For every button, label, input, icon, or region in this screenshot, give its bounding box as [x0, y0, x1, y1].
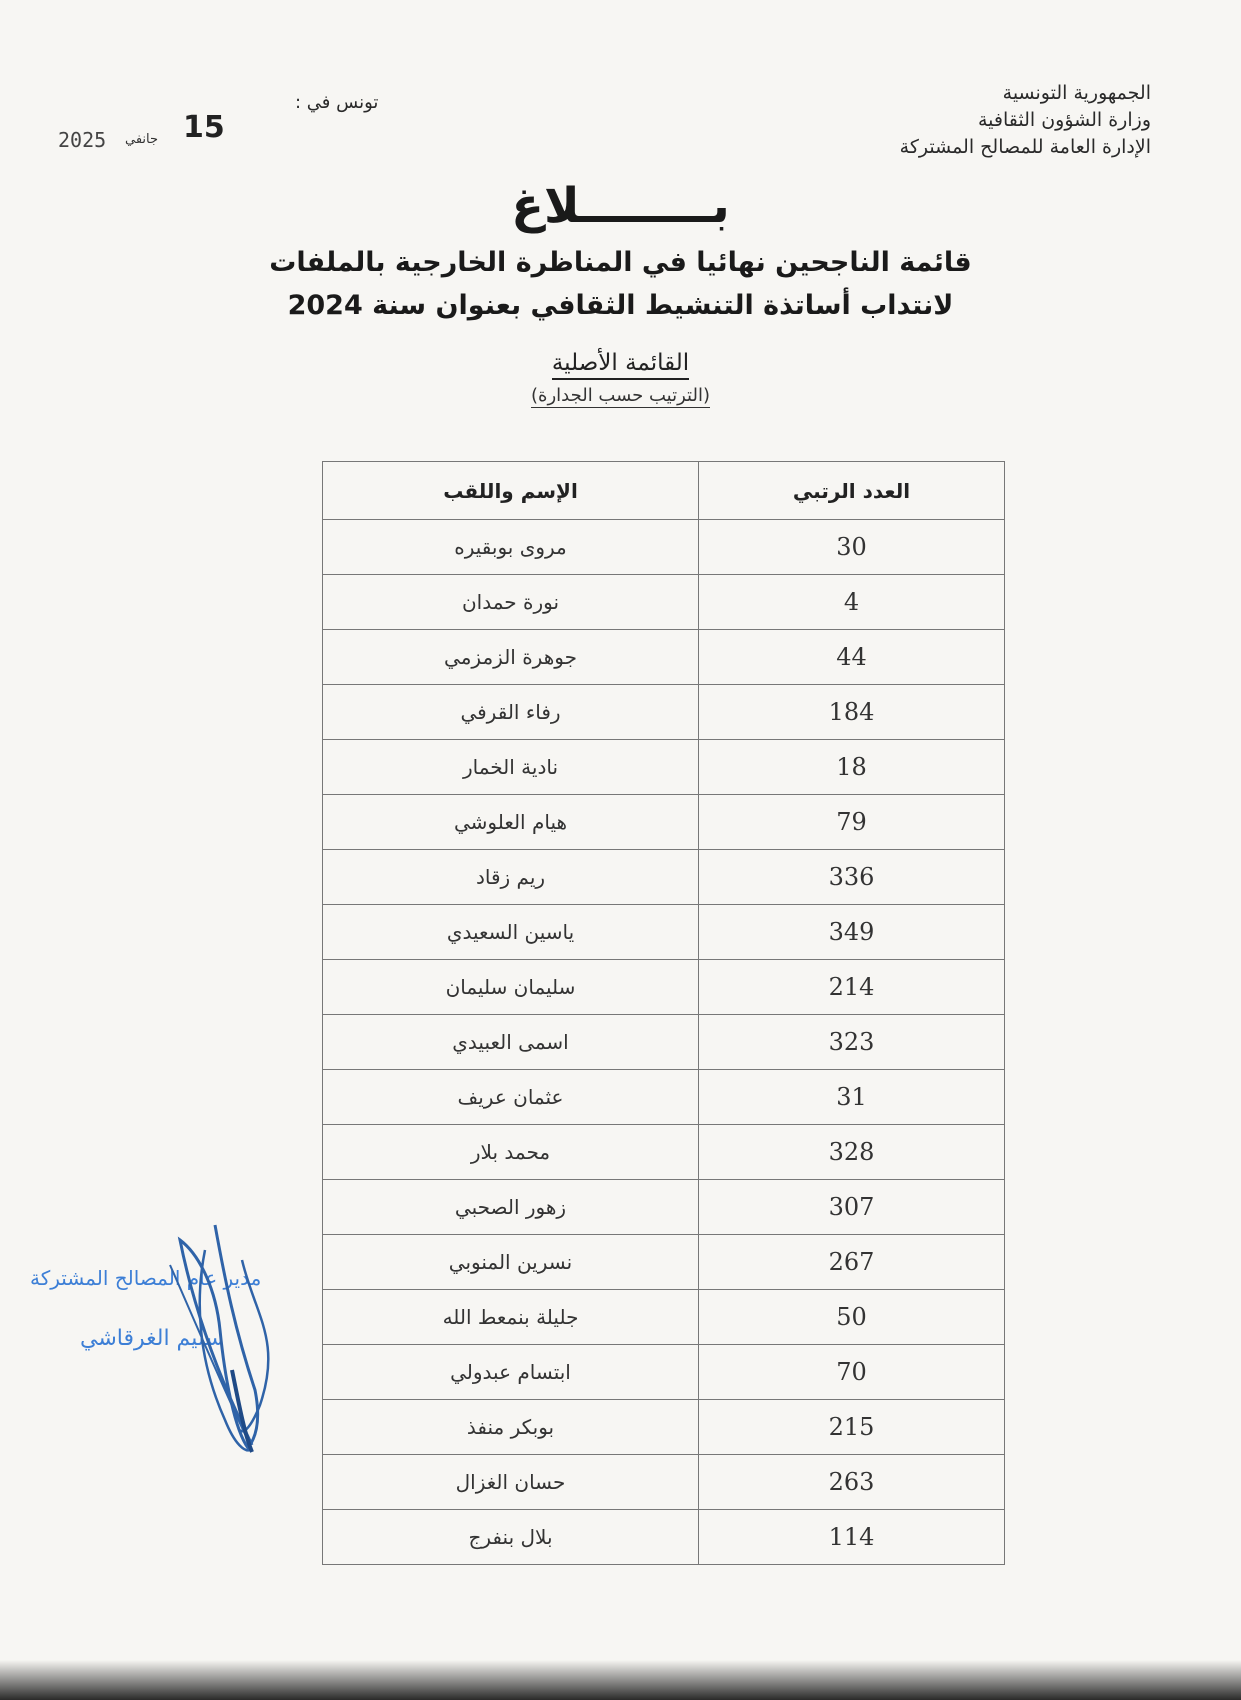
- cell-rank-number: 267: [699, 1235, 1005, 1290]
- cell-full-name: ياسين السعيدي: [323, 905, 699, 960]
- cell-rank-number: 215: [699, 1400, 1005, 1455]
- cell-full-name: محمد بلار: [323, 1125, 699, 1180]
- date-year: 2025: [58, 128, 107, 152]
- cell-rank-number: 31: [699, 1070, 1005, 1125]
- cell-rank-number: 323: [699, 1015, 1005, 1070]
- cell-rank-number: 328: [699, 1125, 1005, 1180]
- cell-rank-number: 50: [699, 1290, 1005, 1345]
- cell-rank-number: 30: [699, 520, 1005, 575]
- table-row: [323, 1345, 1005, 1400]
- cell-rank-number: 4: [699, 575, 1005, 630]
- header-ministry: وزارة الشؤون الثقافية: [977, 109, 1151, 131]
- results-table-body: [323, 520, 1005, 1565]
- cell-rank-number: 18: [699, 740, 1005, 795]
- stamp-name: سليم الغرقاشي: [80, 1326, 224, 1351]
- cell-full-name: نورة حمدان: [323, 575, 699, 630]
- cell-rank-number: 184: [699, 685, 1005, 740]
- table-row: [323, 1180, 1005, 1235]
- table-row: [323, 905, 1005, 960]
- cell-full-name: ابتسام عبدولي: [323, 1345, 699, 1400]
- cell-rank-number: 307: [699, 1180, 1005, 1235]
- table-row: [323, 1400, 1005, 1455]
- table-row: [323, 520, 1005, 575]
- scan-bottom-edge: [0, 1660, 1241, 1700]
- table-row: [323, 795, 1005, 850]
- header-number: العدد الرتبي: [699, 462, 1005, 520]
- cell-full-name: اسمى العبيدي: [323, 1015, 699, 1070]
- table-row: [323, 1125, 1005, 1180]
- cell-full-name: ريم زقاد: [323, 850, 699, 905]
- signature-stamp: [20, 1220, 380, 1470]
- table-row: [323, 1070, 1005, 1125]
- header-department: الإدارة العامة للمصالح المشتركة: [899, 136, 1151, 158]
- table-row: [323, 960, 1005, 1015]
- table-row: [323, 1510, 1005, 1565]
- announcement-subtitle-line2: لانتداب أساتذة التنشيط الثقافي بعنوان سنة 2024: [287, 290, 954, 321]
- date-block: [55, 88, 379, 158]
- cell-full-name: زهور الصحبي: [323, 1180, 699, 1235]
- cell-full-name: نادية الخمار: [323, 740, 699, 795]
- handwritten-signature: [20, 1220, 380, 1470]
- cell-full-name: نسرين المنوبي: [323, 1235, 699, 1290]
- cell-full-name: عثمان عريف: [323, 1070, 699, 1125]
- results-table: [322, 461, 1005, 1565]
- cell-full-name: جوهرة الزمزمي: [323, 630, 699, 685]
- list-title: [0, 350, 1241, 376]
- list-subtitle: [0, 385, 1241, 406]
- list-title-text: القائمة الأصلية: [552, 350, 689, 380]
- cell-full-name: سليمان سليمان: [323, 960, 699, 1015]
- table-row: [323, 1455, 1005, 1510]
- cell-rank-number: 44: [699, 630, 1005, 685]
- cell-rank-number: 214: [699, 960, 1005, 1015]
- cell-rank-number: 70: [699, 1345, 1005, 1400]
- table-row: [323, 575, 1005, 630]
- cell-rank-number: 263: [699, 1455, 1005, 1510]
- cell-rank-number: 114: [699, 1510, 1005, 1565]
- cell-rank-number: 349: [699, 905, 1005, 960]
- date-day: 15: [183, 110, 225, 145]
- table-row: [323, 740, 1005, 795]
- table-row: [323, 1015, 1005, 1070]
- cell-full-name: بلال بنفرج: [323, 1510, 699, 1565]
- cell-rank-number: 336: [699, 850, 1005, 905]
- table-header-row: [323, 462, 1005, 520]
- cell-full-name: رفاء القرفي: [323, 685, 699, 740]
- cell-full-name: هيام العلوشي: [323, 795, 699, 850]
- date-month: جانفي: [125, 132, 159, 147]
- table-row: [323, 685, 1005, 740]
- cell-full-name: بوبكر منفذ: [323, 1400, 699, 1455]
- cell-full-name: حسان الغزال: [323, 1455, 699, 1510]
- table-row: [323, 1290, 1005, 1345]
- announcement-subtitle-line1: قائمة الناجحين نهائيا في المناظرة الخارجية بالملفات: [269, 247, 972, 278]
- list-subtitle-text: (الترتيب حسب الجدارة): [531, 385, 710, 406]
- cell-full-name: جليلة بنمعط الله: [323, 1290, 699, 1345]
- table-row: [323, 630, 1005, 685]
- city-date-label: تونس في :: [295, 92, 379, 113]
- table-row: [323, 850, 1005, 905]
- header-country: الجمهورية التونسية: [1002, 82, 1151, 104]
- cell-full-name: مروى بوبقيره: [323, 520, 699, 575]
- table-row: [323, 1235, 1005, 1290]
- stamp-title: مدير عام المصالح المشتركة: [30, 1266, 262, 1290]
- issuing-authority-header: [791, 80, 1151, 161]
- cell-rank-number: 79: [699, 795, 1005, 850]
- announcement-title: بــــــــلاغ: [511, 178, 730, 234]
- header-name: الإسم واللقب: [323, 462, 699, 520]
